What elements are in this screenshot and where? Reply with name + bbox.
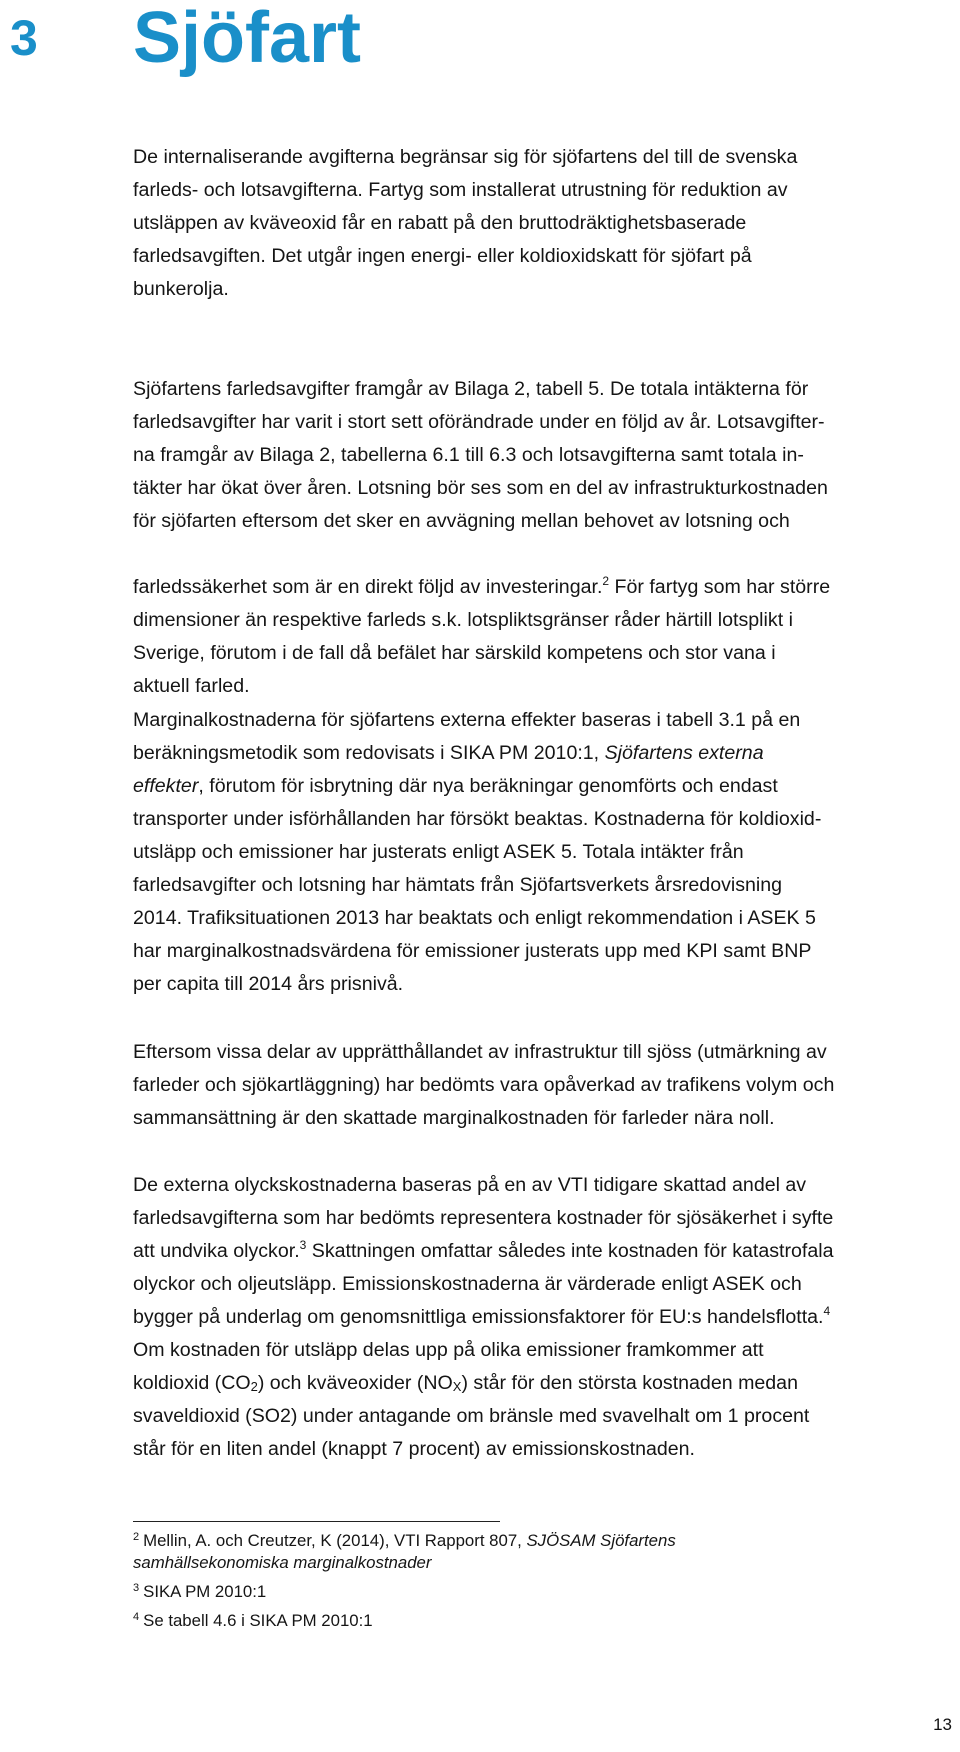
paragraph-3 bbox=[133, 704, 959, 1001]
text-line: farledsavgifter och lotsning har hämtats från Sjöfartsverkets årsredovisning bbox=[133, 874, 783, 896]
text-line: 2014. Trafiksituationen 2013 har beaktats och enligt rekommendation i ASEK 5 bbox=[133, 907, 816, 929]
paragraph-5 bbox=[133, 1169, 959, 1466]
text-line: svaveldioxid (SO2) under antagande om bränsle med svavelhalt om 1 procent bbox=[133, 1405, 810, 1427]
footnote-divider bbox=[133, 1521, 500, 1522]
subscript: 2 bbox=[250, 1379, 258, 1394]
footnote-text: Mellin, A. och Creutzer, K (2014), VTI Rapport 807, bbox=[143, 1531, 527, 1550]
text-line: Marginalkostnaderna för sjöfartens externa effekter baseras i tabell 3.1 på en bbox=[133, 709, 801, 731]
text-line: farledsavgiften. Det utgår ingen energi- eller koldioxidskatt för sjöfart på bbox=[133, 245, 752, 267]
text-line: Eftersom vissa delar av upprätthållandet av infrastruktur till sjöss (utmärkning av bbox=[133, 1041, 827, 1063]
text-line: Om kostnaden för utsläpp delas upp på olika emissioner framkommer att bbox=[133, 1339, 764, 1361]
text-line: utsläppen av kväveoxid får en rabatt på den bruttodräktighetsbaserade bbox=[133, 212, 747, 234]
text-line: farleds- och lotsavgifterna. Fartyg som installerat utrustning för reduktion av bbox=[133, 179, 788, 201]
footnotes bbox=[133, 1530, 833, 1639]
text-line: , förutom för isbrytning där nya beräkningar genomförts och endast bbox=[198, 775, 778, 797]
text-line: att undvika olyckor. bbox=[133, 1240, 300, 1262]
footnote-number: 3 bbox=[133, 1582, 140, 1594]
paragraph-2 bbox=[133, 373, 959, 703]
text-line: täkter har ökat över åren. Lotsning bör ses som en del av infrastrukturkostnaden bbox=[133, 477, 828, 499]
text-line: farledssäkerhet som är en direkt följd av investeringar. bbox=[133, 576, 603, 598]
text-line: transporter under isförhållanden har försökt beaktas. Kostnaderna för koldioxid- bbox=[133, 808, 822, 830]
paragraph-4 bbox=[133, 1036, 959, 1135]
text-line: koldioxid (CO bbox=[133, 1372, 251, 1394]
text-line: ) står för den största kostnaden medan bbox=[461, 1372, 798, 1394]
text-line: aktuell farled. bbox=[133, 675, 250, 697]
text-line: har marginalkostnadsvärdena för emissioner justerats upp med KPI samt BNP bbox=[133, 940, 812, 962]
footnote-italic-title: samhällsekonomiska marginalkostnader bbox=[133, 1553, 432, 1572]
footnote-ref-3: 3 bbox=[299, 1238, 307, 1252]
text-line: sammansättning är den skattade marginalkostnaden för farleder nära noll. bbox=[133, 1107, 775, 1129]
text-line: farledsavgifterna som har bedömts representera kostnader för sjösäkerhet i syfte bbox=[133, 1207, 834, 1229]
text-line: dimensioner än respektive farleds s.k. lotspliktsgränser råder härtill lotsplikt i bbox=[133, 609, 793, 631]
text-line: farledsavgifter har varit i stort sett oförändrade under en följd av år. Lotsavgifter- bbox=[133, 411, 825, 433]
footnote-ref-2: 2 bbox=[602, 574, 610, 588]
chapter-number: 3 bbox=[10, 10, 38, 66]
text-line: beräkningsmetodik som redovisats i SIKA PM 2010:1, bbox=[133, 742, 605, 764]
footnote-3 bbox=[133, 1581, 833, 1603]
italic-title: effekter bbox=[133, 775, 199, 797]
chapter-title: Sjöfart bbox=[133, 0, 362, 78]
text-line: farleder och sjökartläggning) har bedömts vara opåverkad av trafikens volym och bbox=[133, 1074, 835, 1096]
footnote-4 bbox=[133, 1610, 833, 1632]
footnote-ref-4: 4 bbox=[823, 1304, 831, 1318]
text-line: Sverige, förutom i de fall då befälet har särskild kompetens och stor vana i bbox=[133, 642, 776, 664]
footnote-number: 2 bbox=[133, 1531, 140, 1543]
page-number: 13 bbox=[933, 1715, 952, 1734]
text-line: Skattningen omfattar således inte kostnaden för katastrofala bbox=[306, 1240, 834, 1262]
text-line: olyckor och oljeutsläpp. Emissionskostnaderna är värderade enligt ASEK och bbox=[133, 1273, 802, 1295]
text-line: De internaliserande avgifterna begränsar sig för sjöfartens del till de svenska bbox=[133, 146, 798, 168]
text-line: De externa olyckskostnaderna baseras på en av VTI tidigare skattad andel av bbox=[133, 1174, 807, 1196]
text-line: utsläpp och emissioner har justerats enligt ASEK 5. Totala intäkter från bbox=[133, 841, 744, 863]
text-line: står för en liten andel (knappt 7 procent) av emissionskostnaden. bbox=[133, 1438, 695, 1460]
text-line: bunkerolja. bbox=[133, 278, 229, 300]
text-line: för sjöfarten eftersom det sker en avvägning mellan behovet av lotsning och bbox=[133, 510, 790, 532]
footnote-italic-title: SJÖSAM Sjöfartens bbox=[526, 1531, 676, 1550]
text-line: per capita till 2014 års prisnivå. bbox=[133, 973, 404, 995]
text-line: Sjöfartens farledsavgifter framgår av Bilaga 2, tabell 5. De totala intäkterna för bbox=[133, 378, 809, 400]
text-line: na framgår av Bilaga 2, tabellerna 6.1 till 6.3 och lotsavgifterna samt totala in- bbox=[133, 444, 804, 466]
paragraph-1 bbox=[133, 141, 959, 306]
text-line: bygger på underlag om genomsnittliga emissionsfaktorer för EU:s handelsflotta. bbox=[133, 1306, 824, 1328]
footnote-text: SIKA PM 2010:1 bbox=[143, 1582, 267, 1601]
footnote-text: Se tabell 4.6 i SIKA PM 2010:1 bbox=[143, 1611, 373, 1630]
text-line: För fartyg som har större bbox=[609, 576, 831, 598]
footnote-number: 4 bbox=[133, 1611, 140, 1623]
text-line: ) och kväveoxider (NO bbox=[257, 1372, 453, 1394]
footnote-2 bbox=[133, 1530, 833, 1574]
italic-title: Sjöfartens externa bbox=[604, 742, 764, 764]
subscript: X bbox=[452, 1379, 462, 1394]
